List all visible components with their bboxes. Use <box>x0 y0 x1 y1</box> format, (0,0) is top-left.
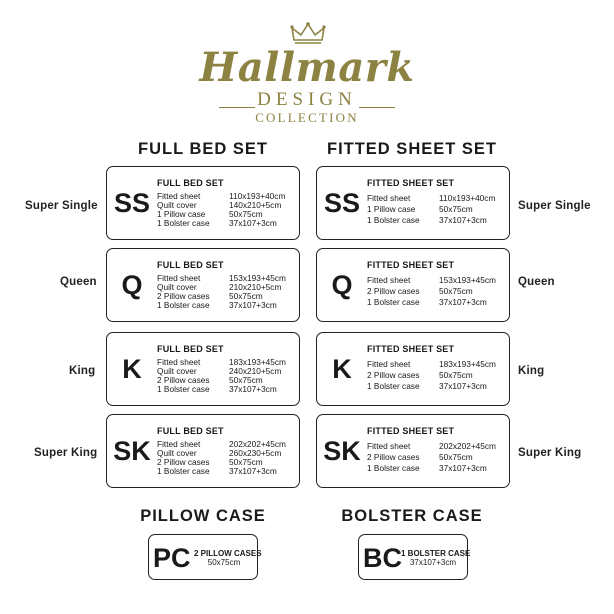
card-title: FULL BED SET <box>157 426 224 436</box>
heading-fitted-sheet-set: FITTED SHEET SET <box>326 140 497 158</box>
bolster-case-details <box>401 549 471 567</box>
item-row <box>157 218 277 228</box>
item-dimension: 37x107+3cm <box>229 466 277 476</box>
item-name: 2 PILLOW CASES <box>194 549 262 558</box>
item-name: 1 Pillow case <box>157 209 206 219</box>
size-label-left: Super Single <box>25 200 98 212</box>
size-code: BC <box>363 543 402 573</box>
card-title: FULL BED SET <box>157 260 224 270</box>
item-dimension: 37x107+3cm <box>439 297 487 307</box>
item-name: 1 Bolster case <box>157 300 210 310</box>
item-name: Fitted sheet <box>367 359 411 369</box>
item-dimension: 37x107+3cm <box>439 381 487 391</box>
item-name: Fitted sheet <box>157 439 201 449</box>
item-dimension: 50x75cm <box>439 286 473 296</box>
item-row <box>367 441 496 451</box>
card-title: FULL BED SET <box>157 178 224 188</box>
fitted-sheet-set-card-king <box>316 332 510 406</box>
item-dimension: 153x193+45cm <box>229 273 286 283</box>
item-row <box>157 384 277 394</box>
card-title: FULL BED SET <box>157 344 224 354</box>
card-title: FITTED SHEET SET <box>367 344 455 354</box>
size-label-left: Super King <box>34 447 98 459</box>
item-name: 2 Pillow cases <box>367 370 420 380</box>
item-name: 1 Bolster case <box>367 381 420 391</box>
item-row <box>367 193 496 203</box>
fitted-sheet-set-card-super-king <box>316 414 510 488</box>
item-dimension: 240x210+5cm <box>229 366 282 376</box>
size-code: SS <box>113 188 151 218</box>
item-row <box>367 204 473 214</box>
item-name: Fitted sheet <box>157 273 201 283</box>
item-name: 2 Pillow cases <box>157 457 210 467</box>
item-row <box>367 381 487 391</box>
card-title: FITTED SHEET SET <box>367 260 455 270</box>
item-dimension: 50x75cm <box>229 209 263 219</box>
item-dimension: 183x193+45cm <box>229 357 286 367</box>
size-code: SK <box>113 436 151 466</box>
item-row <box>367 286 473 296</box>
item-dimension: 50x75cm <box>229 291 263 301</box>
full-bed-set-card-super-single <box>106 166 300 240</box>
size-code: Q <box>331 270 353 300</box>
item-dimension: 37x107+3cm <box>439 215 487 225</box>
heading-full-bed-set: FULL BED SET <box>138 140 268 158</box>
item-row <box>367 297 487 307</box>
item-dimension: 37x107+3cm <box>229 384 277 394</box>
item-name: 2 Pillow cases <box>157 291 210 301</box>
item-name: 1 Bolster case <box>157 384 210 394</box>
full-bed-set-card-super-king <box>106 414 300 488</box>
size-label-right: Super King <box>518 447 582 459</box>
item-row <box>367 370 473 380</box>
item-dimension: 202x202+45cm <box>439 441 496 451</box>
fitted-sheet-set-card-super-single <box>316 166 510 240</box>
item-name: 1 Bolster case <box>157 218 210 228</box>
item-dimension: 210x210+5cm <box>229 282 282 292</box>
brand-subtitle-2: COLLECTION <box>255 110 359 125</box>
size-label-right: Queen <box>518 276 555 288</box>
item-name: 1 Bolster case <box>367 215 420 225</box>
size-label-left: King <box>69 365 96 377</box>
item-dimension: 110x193+40cm <box>439 193 496 203</box>
item-dimension: 37x107+3cm <box>439 463 487 473</box>
item-name: 2 Pillow cases <box>157 375 210 385</box>
item-dimension: 183x193+45cm <box>439 359 496 369</box>
item-dimension: 110x193+40cm <box>229 191 286 201</box>
pillow-case-card <box>148 534 262 580</box>
item-row <box>367 215 487 225</box>
full-bed-set-card-queen <box>106 248 300 322</box>
item-dimension: 140x210+5cm <box>229 200 282 210</box>
item-name: Quilt cover <box>157 200 197 210</box>
size-label-right: Super Single <box>518 200 591 212</box>
item-name: Fitted sheet <box>367 275 411 285</box>
item-name: Fitted sheet <box>157 191 201 201</box>
size-code: SS <box>323 188 361 218</box>
item-row <box>367 275 496 285</box>
brand-subtitle: DESIGN <box>257 89 357 110</box>
item-dimension: 37x107+3cm <box>229 218 277 228</box>
item-dimension: 37x107+3cm <box>229 300 277 310</box>
size-label-right: King <box>518 365 545 377</box>
heading-pillow-case: PILLOW CASE <box>140 507 266 525</box>
item-name: 1 BOLSTER CASE <box>401 549 471 558</box>
item-name: Quilt cover <box>157 448 197 458</box>
size-code: PC <box>153 543 191 573</box>
size-code: SK <box>323 436 361 466</box>
card-title: FITTED SHEET SET <box>367 426 455 436</box>
item-dimension: 50x75cm <box>229 375 263 385</box>
fitted-sheet-set-card-queen <box>316 248 510 322</box>
item-name: Fitted sheet <box>157 357 201 367</box>
item-dimension: 50x75cm <box>207 558 241 567</box>
heading-bolster-case: BOLSTER CASE <box>341 507 483 525</box>
item-name: 2 Pillow cases <box>367 286 420 296</box>
pillow-case-details <box>194 549 262 567</box>
item-row <box>157 466 277 476</box>
item-row <box>367 359 496 369</box>
bolster-case-card <box>358 534 471 580</box>
size-code: K <box>122 354 142 384</box>
item-name: 1 Bolster case <box>367 297 420 307</box>
item-row <box>367 452 473 462</box>
item-dimension: 202x202+45cm <box>229 439 286 449</box>
full-bed-set-card-king <box>106 332 300 406</box>
item-dimension: 50x75cm <box>229 457 263 467</box>
item-name: 1 Bolster case <box>367 463 420 473</box>
item-name: Quilt cover <box>157 366 197 376</box>
item-dimension: 50x75cm <box>439 370 473 380</box>
item-name: Quilt cover <box>157 282 197 292</box>
item-dimension: 50x75cm <box>439 204 473 214</box>
crown-icon <box>290 22 326 46</box>
card-title: FITTED SHEET SET <box>367 178 455 188</box>
size-code: Q <box>121 270 143 300</box>
item-dimension: 37x107+3cm <box>409 558 457 567</box>
item-dimension: 50x75cm <box>439 452 473 462</box>
item-name: 2 Pillow cases <box>367 452 420 462</box>
size-code: K <box>332 354 352 384</box>
item-dimension: 260x230+5cm <box>229 448 282 458</box>
size-label-left: Queen <box>60 276 97 288</box>
item-name: Fitted sheet <box>367 193 411 203</box>
item-row <box>157 300 277 310</box>
item-name: 1 Bolster case <box>157 466 210 476</box>
item-dimension: 153x193+45cm <box>439 275 496 285</box>
item-name: Fitted sheet <box>367 441 411 451</box>
item-name: 1 Pillow case <box>367 204 416 214</box>
brand-logo: Hallmark <box>199 44 415 91</box>
item-row <box>367 463 487 473</box>
